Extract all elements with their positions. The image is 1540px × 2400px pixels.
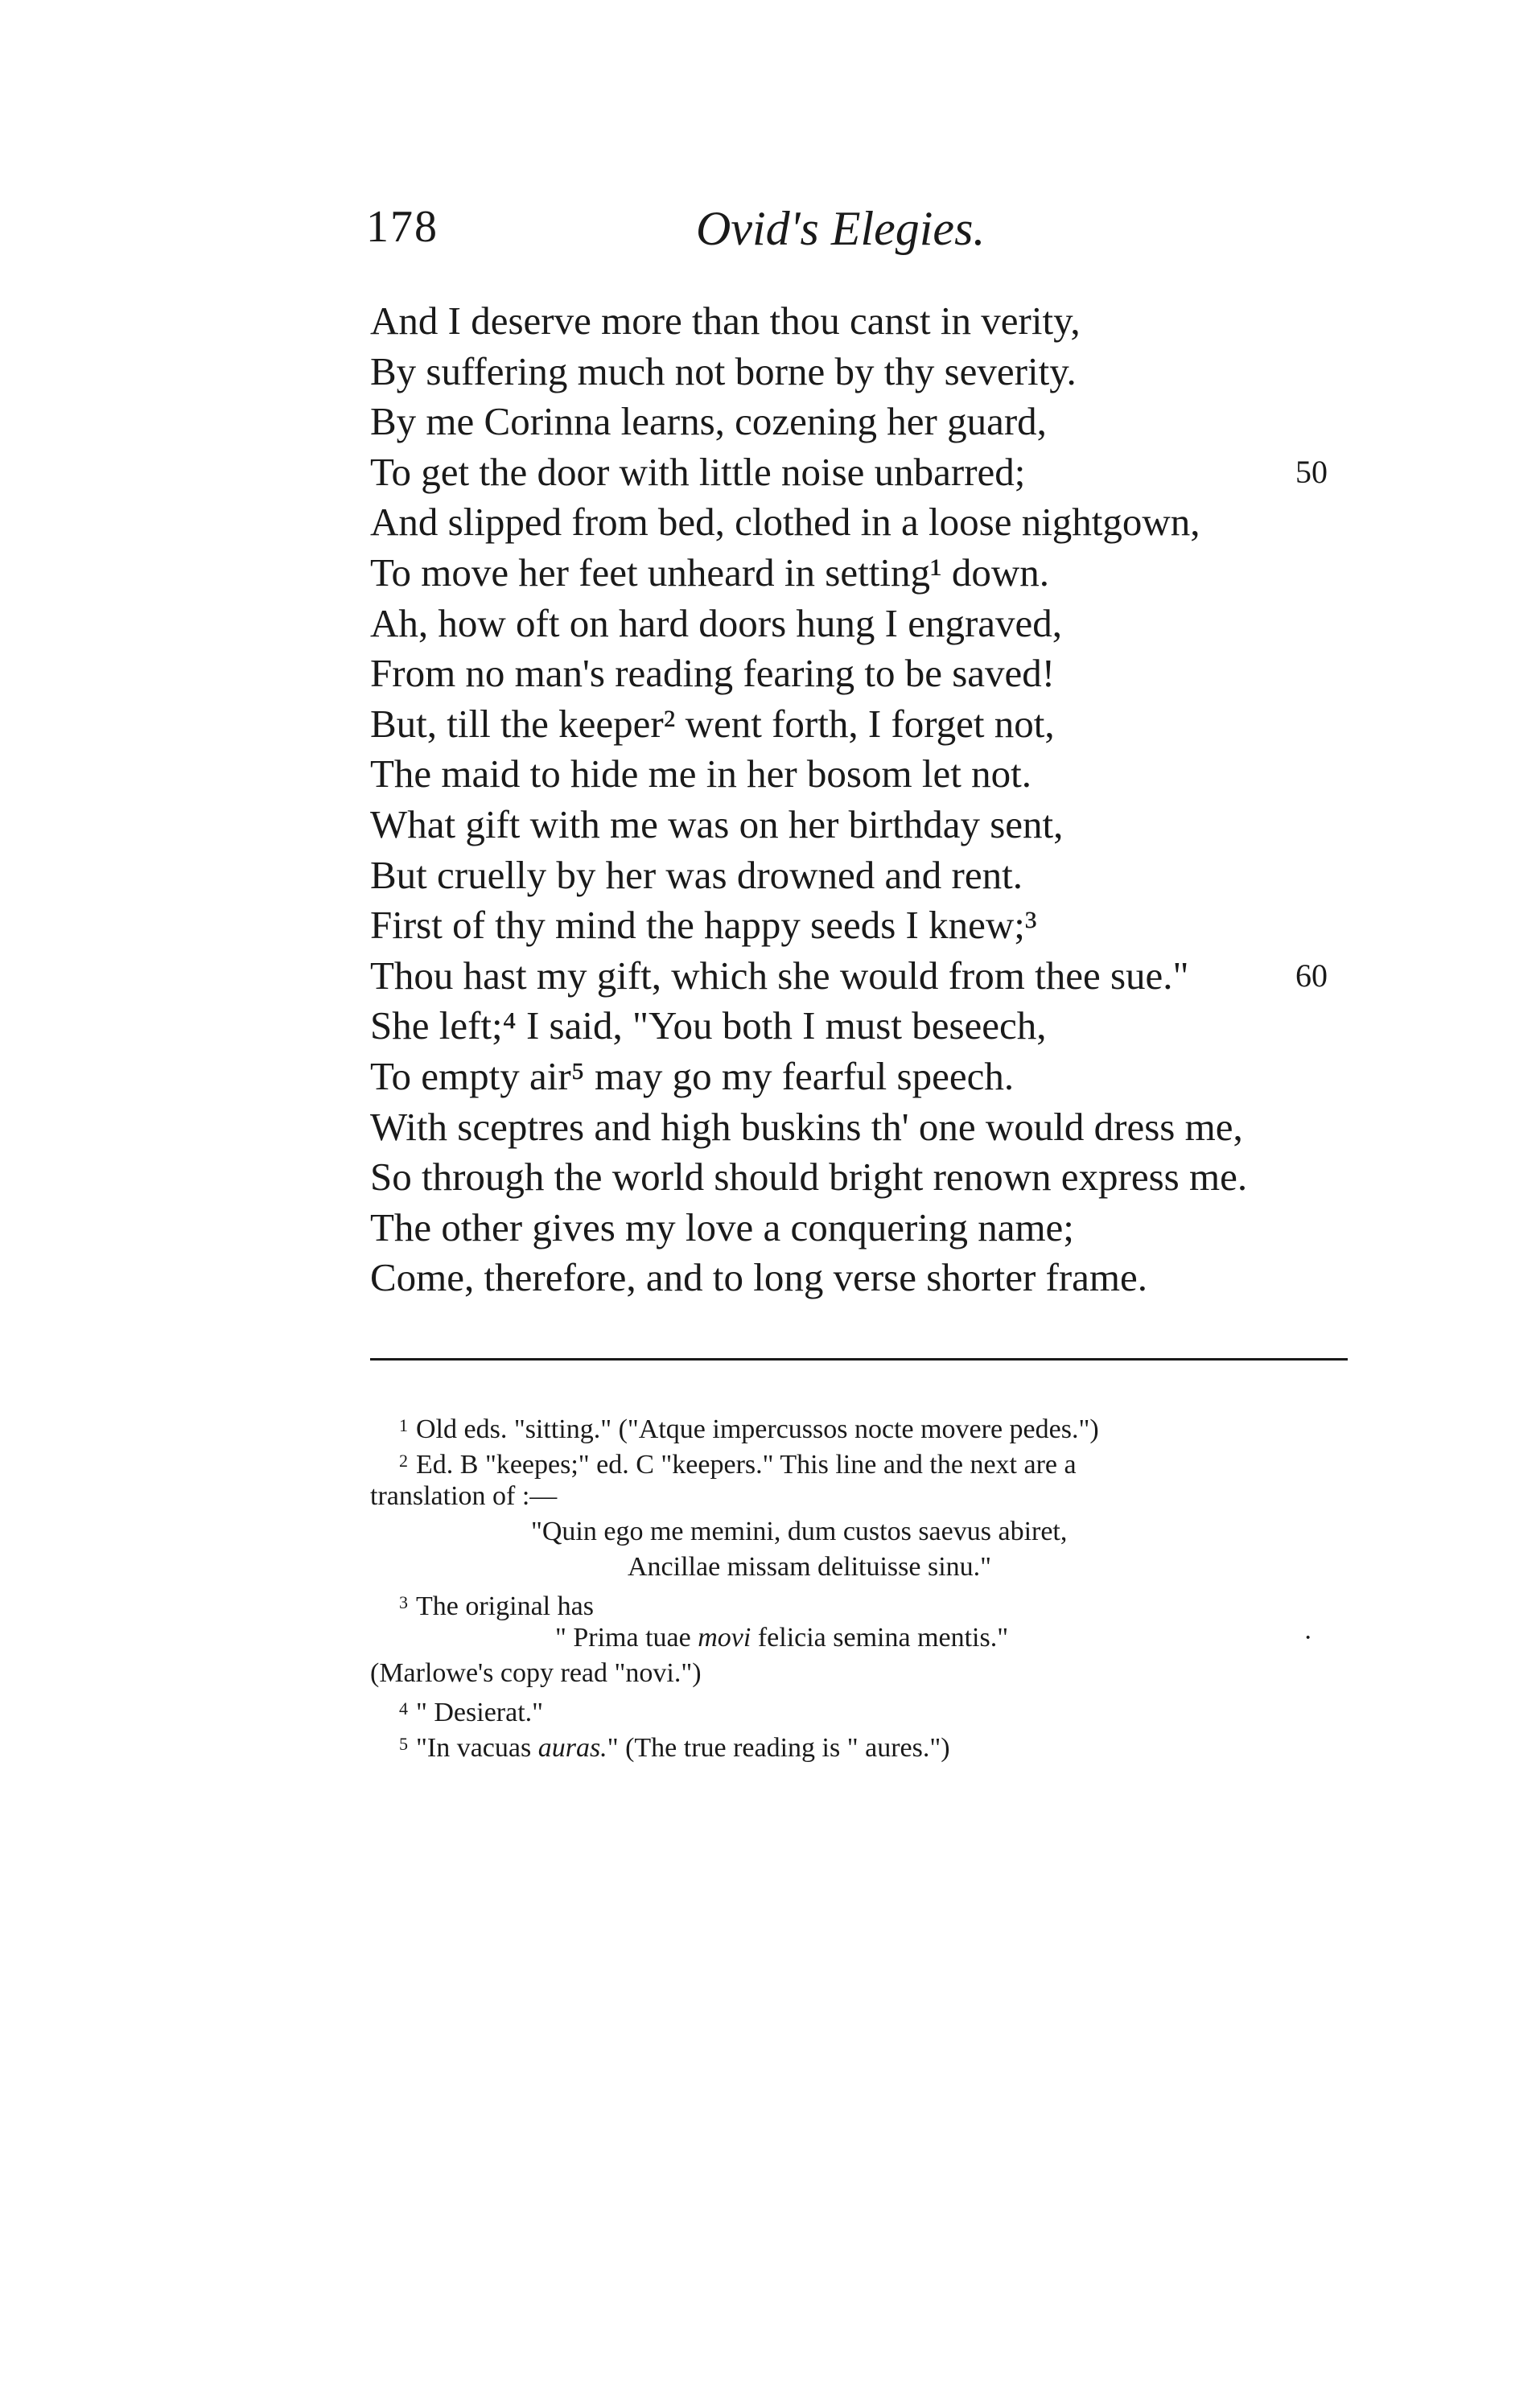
verse-line — [370, 1102, 1432, 1153]
footnote-text: (Marlowe's copy read "novi.") — [370, 1658, 702, 1688]
verse-text: The other gives my love a conquering name; — [370, 1204, 1074, 1249]
footnote-quote: felicia semina mentis." — [751, 1623, 1009, 1653]
footnote-4 — [370, 1691, 1368, 1727]
verse-line — [370, 548, 1432, 599]
verse-line — [370, 900, 1432, 951]
line-number: 50 — [1295, 453, 1328, 490]
verse-line — [370, 397, 1432, 447]
footnote-marker: 3 — [399, 1592, 408, 1612]
verse-text: Come, therefore, and to long verse shorter frame. — [370, 1255, 1148, 1300]
footnote-marker: 2 — [399, 1451, 408, 1471]
footnote-2-quote-line — [370, 1550, 1368, 1585]
verse-text: By suffering much not borne by thy severity. — [370, 348, 1077, 393]
footnote-2-continuation — [370, 1479, 1368, 1514]
footnote-quote: "Quin ego me memini, dum custos saevus abiret, — [531, 1517, 1068, 1546]
verse-line — [370, 497, 1432, 548]
footnotes — [370, 1408, 1368, 1762]
verse-text: To move her feet unheard in setting¹ down. — [370, 550, 1050, 595]
verse-text: And slipped from bed, clothed in a loose nightgown, — [370, 500, 1200, 545]
verse-text: From no man's reading fearing to be saved! — [370, 651, 1056, 696]
footnote-1 — [370, 1408, 1368, 1443]
footnote-text-italic: auras. — [537, 1733, 607, 1763]
line-number: 60 — [1295, 957, 1328, 994]
footnote-marker: 1 — [399, 1415, 408, 1435]
footnote-2-quote-line — [370, 1514, 1368, 1550]
footnote-3-quote-line — [370, 1620, 1368, 1656]
verse-text: To empty air⁵ may go my fearful speech. — [370, 1053, 1015, 1098]
footnote-3 — [370, 1585, 1368, 1620]
verse-line — [370, 951, 1432, 1002]
verse-line — [370, 447, 1432, 498]
verse-text: With sceptres and high buskins th' one would dress me, — [370, 1104, 1243, 1149]
verse-text: Thou hast my gift, which she would from thee sue." — [370, 953, 1189, 998]
footnote-rule — [370, 1358, 1348, 1361]
footnote-text: The original has — [416, 1591, 594, 1621]
verse-line — [370, 1203, 1432, 1254]
footnote-marker: 4 — [399, 1698, 408, 1719]
stray-mark: · — [1303, 1623, 1313, 1653]
verse-line — [370, 599, 1432, 649]
footnote-2 — [370, 1443, 1368, 1479]
footnote-text: Old eds. "sitting." ("Atque impercussos nocte movere pedes.") — [416, 1414, 1099, 1444]
verse-line — [370, 1152, 1432, 1203]
verse-text: By me Corinna learns, cozening her guard, — [370, 399, 1047, 444]
footnote-text: " Desierat." — [416, 1698, 544, 1727]
verse-text: What gift with me was on her birthday sent, — [370, 801, 1064, 846]
verse-line — [370, 850, 1432, 901]
running-head — [366, 201, 1380, 266]
verse-line — [370, 749, 1432, 800]
verse-line — [370, 347, 1432, 397]
verse-text: But, till the keeper² went forth, I forget not, — [370, 701, 1055, 746]
verse-line — [370, 1253, 1432, 1303]
footnote-quote: Ancillae missam delituisse sinu." — [628, 1552, 992, 1582]
footnote-text: Ed. B "keepes;" ed. C "keepers." This line and the next are a — [416, 1450, 1077, 1480]
footnote-text: " (The true reading is " aures.") — [607, 1733, 950, 1763]
running-title: Ovid's Elegies. — [696, 202, 986, 255]
verse-text: To get the door with little noise unbarred; — [370, 449, 1026, 494]
verse-line — [370, 1052, 1432, 1102]
verse-line — [370, 648, 1432, 699]
verse-line — [370, 699, 1432, 750]
footnote-quote: " Prima tuae — [555, 1623, 698, 1653]
verse-text: The maid to hide me in her bosom let not. — [370, 751, 1031, 797]
footnote-5 — [370, 1727, 1368, 1762]
verse-line — [370, 800, 1432, 850]
footnote-text: translation of :— — [370, 1481, 558, 1511]
verse-text: So through the world should bright renown express me. — [370, 1155, 1248, 1200]
verse-text: First of thy mind the happy seeds I knew;³ — [370, 903, 1037, 948]
verse-text: Ah, how oft on hard doors hung I engraved, — [370, 600, 1063, 645]
footnote-3-continuation — [370, 1656, 1368, 1691]
verse-text: And I deserve more than thou canst in verity, — [370, 298, 1081, 343]
verse-text: But cruelly by her was drowned and rent. — [370, 852, 1023, 897]
footnote-quote-italic: movi — [698, 1623, 751, 1653]
footnote-marker: 5 — [399, 1734, 408, 1754]
verse-block — [370, 296, 1432, 1303]
verse-line — [370, 1001, 1432, 1052]
page-number: 178 — [366, 202, 439, 252]
footnote-text: "In vacuas — [416, 1733, 538, 1763]
verse-text: She left;⁴ I said, "You both I must beseech, — [370, 1003, 1047, 1048]
verse-line — [370, 296, 1432, 347]
